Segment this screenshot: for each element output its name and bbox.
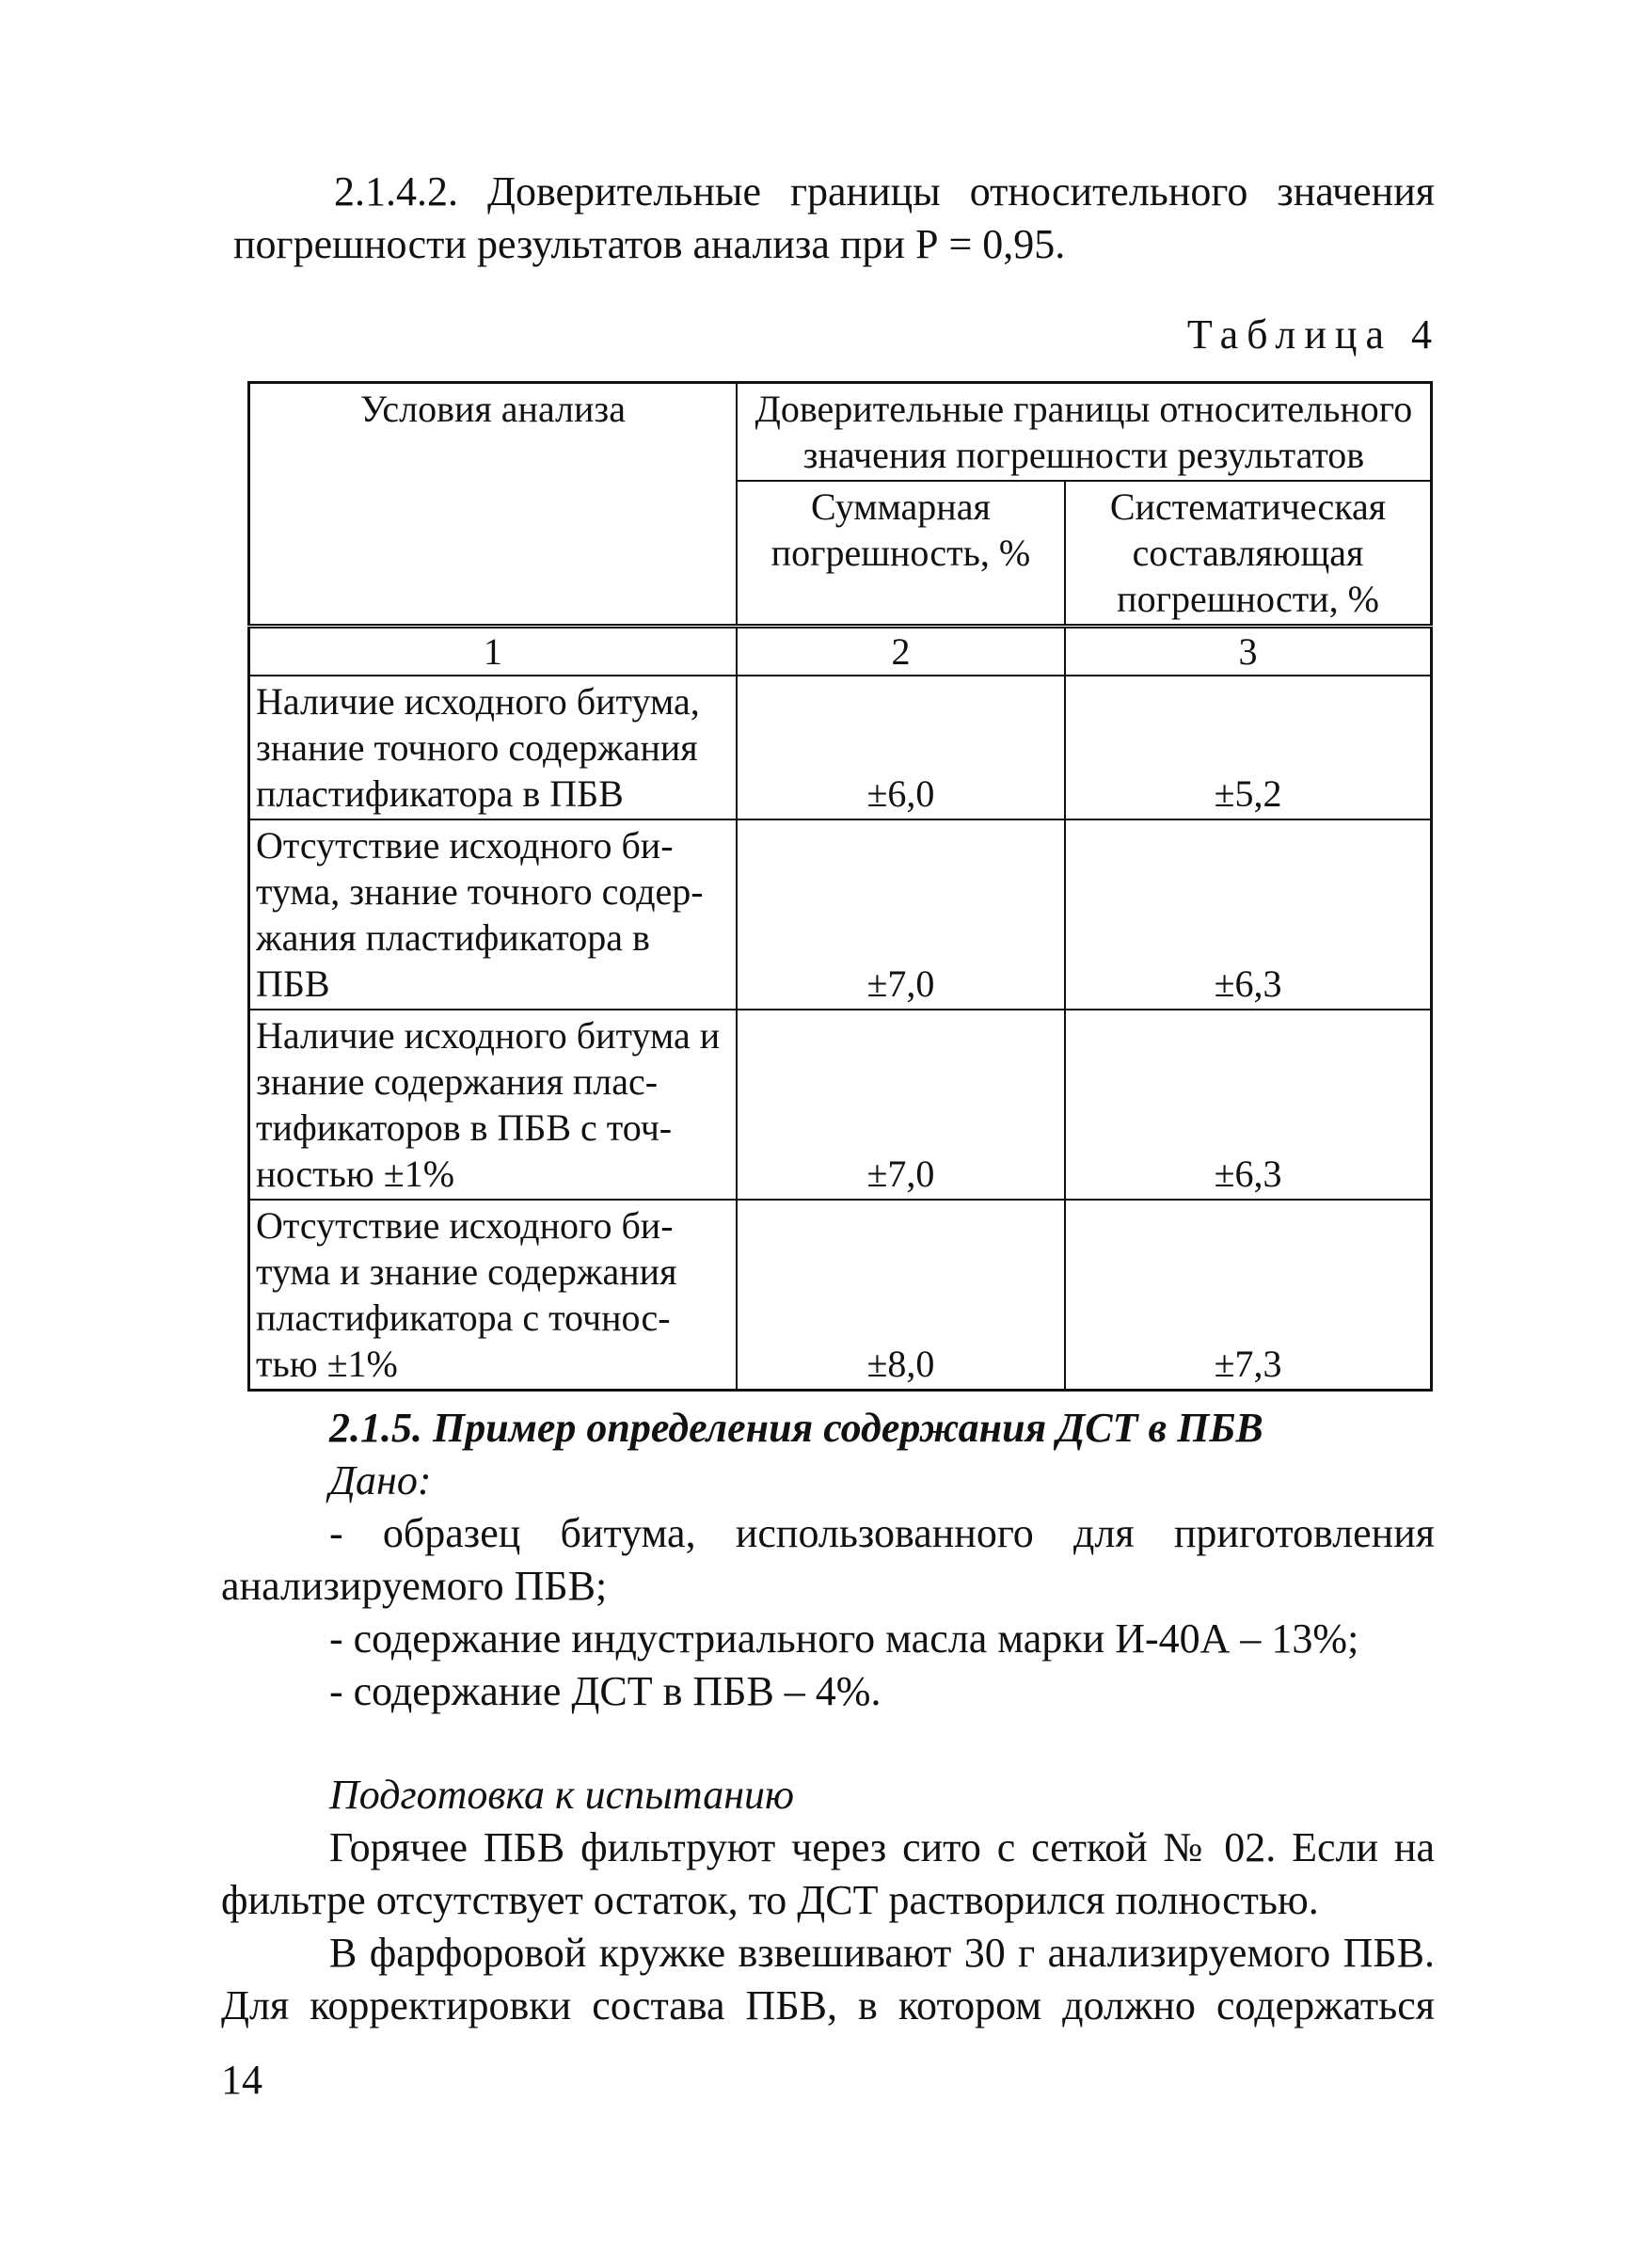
total-error-cell: ±7,0 bbox=[737, 819, 1065, 1010]
condition-cell: Наличие исходного битума, знание точного содержания пластификатора в ПБВ bbox=[249, 676, 737, 819]
section-2-1-5-heading: 2.1.5. Пример определения содержания ДСТ в ПБВ bbox=[329, 1405, 1263, 1451]
systematic-error-cell: ±6,3 bbox=[1065, 1010, 1431, 1200]
column-number-1: 1 bbox=[249, 627, 737, 676]
column-number-3: 3 bbox=[1065, 627, 1431, 676]
prep-paragraph-1-line2: фильтре отсутствует остаток, то ДСТ растворился полностью. bbox=[221, 1877, 1319, 1923]
header-total-error: Суммарная погрешность, % bbox=[737, 481, 1065, 627]
systematic-error-cell: ±7,3 bbox=[1065, 1200, 1431, 1391]
total-error-cell: ±7,0 bbox=[737, 1010, 1065, 1200]
given-label: Дано: bbox=[329, 1457, 432, 1503]
systematic-error-cell: ±6,3 bbox=[1065, 819, 1431, 1010]
systematic-error-cell: ±5,2 bbox=[1065, 676, 1431, 819]
table-row bbox=[249, 676, 1432, 819]
prep-paragraph-2-line2: Для корректировки состава ПБВ, в котором должно содержаться bbox=[221, 1982, 1435, 2028]
table-row bbox=[249, 1010, 1432, 1200]
table-row bbox=[249, 1200, 1432, 1391]
section-2-1-4-2-line1: 2.1.4.2. Доверительные границы относительного значения bbox=[334, 168, 1435, 215]
table-row bbox=[249, 819, 1432, 1010]
given-item-1-line2: анализируемого ПБВ; bbox=[221, 1563, 608, 1609]
header-systematic-error: Систематическая составляющая погрешности, % bbox=[1065, 481, 1431, 627]
total-error-cell: ±6,0 bbox=[737, 676, 1065, 819]
prep-paragraph-1-line1: Горячее ПБВ фильтруют через сито с сеткой № 02. Если на bbox=[329, 1824, 1435, 1870]
prep-heading: Подготовка к испытанию bbox=[329, 1772, 795, 1818]
given-item-1-line1: - образец битума, использованного для приготовления bbox=[329, 1510, 1435, 1556]
confidence-bounds-table bbox=[247, 381, 1433, 1392]
condition-cell: Отсутствие исходного би-тума, знание точного содер-жания пластификатора в ПБВ bbox=[249, 819, 737, 1010]
condition-cell: Отсутствие исходного би-тума и знание содержания пластификатора с точнос-тью ±1% bbox=[249, 1200, 737, 1391]
condition-cell: Наличие исходного битума и знание содержания плас-тификаторов в ПБВ с точ-ностью ±1% bbox=[249, 1010, 737, 1200]
header-confidence-bounds: Доверительные границы относительного значения погрешности результатов bbox=[737, 383, 1432, 482]
section-2-1-4-2-line2: погрешности результатов анализа при Р = 0,95. bbox=[233, 221, 1066, 267]
header-conditions: Условия анализа bbox=[249, 383, 737, 627]
column-number-2: 2 bbox=[737, 627, 1065, 676]
given-item-2: - содержание индустриального масла марки И-40А – 13%; bbox=[329, 1615, 1359, 1662]
prep-paragraph-2-line1: В фарфоровой кружке взвешивают 30 г анализируемого ПБВ. bbox=[329, 1930, 1435, 1976]
total-error-cell: ±8,0 bbox=[737, 1200, 1065, 1391]
table-caption: Таблица 4 bbox=[1186, 311, 1440, 358]
page-number: 14 bbox=[221, 2057, 262, 2103]
given-item-3: - содержание ДСТ в ПБВ – 4%. bbox=[329, 1668, 882, 1714]
